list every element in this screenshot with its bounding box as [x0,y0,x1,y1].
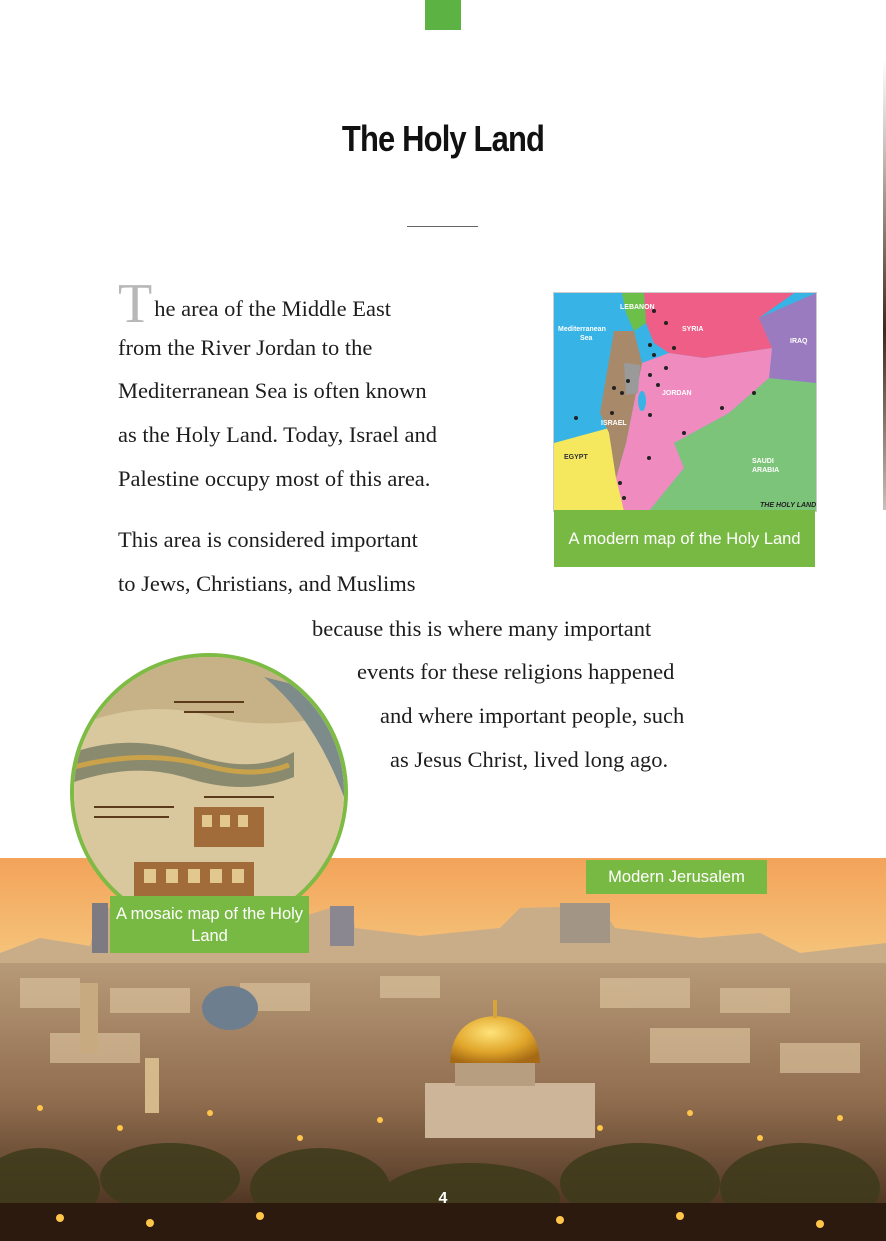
paragraph1-line2: from the River Jordan to the [118,335,373,360]
title-divider [407,226,478,227]
drop-cap: T [118,273,153,335]
paragraph1-line3: Mediterranean Sea is often known [118,378,427,403]
photo-caption: Modern Jerusalem [586,860,767,894]
map-label-iraq: IRAQ [790,338,808,345]
page-title: The Holy Land [341,118,545,159]
map-label-syria: SYRIA [682,326,704,333]
map-title-label: THE HOLY LAND [760,502,816,509]
page-number: 4 [438,1190,448,1207]
mosaic-map-graphic [74,657,344,927]
paragraph1-line5: Palestine occupy most of this area. [118,466,431,491]
mosaic-map [70,653,348,931]
paragraph1-line1 [118,273,391,335]
map-label-saudi: SAUDI [752,458,774,465]
map-label-israel: ISRAEL [601,420,627,427]
modern-map-graphic [554,293,816,511]
map-caption: A modern map of the Holy Land [554,510,815,567]
map-label-sea-line2: Sea [580,335,593,342]
map-label-arabia: ARABIA [752,467,780,474]
paragraph2-line1: This area is considered important [118,527,418,552]
map-label-jordan: JORDAN [662,390,692,397]
paragraph2-line2: to Jews, Christians, and Muslims [118,571,416,596]
paragraph2-line3: because this is where many important [312,616,652,641]
map-label-sea-line1: Mediterranean [558,326,606,333]
map-label-egypt: EGYPT [564,454,588,461]
paragraph2-line5: and where important people, such [380,703,685,728]
modern-map [553,292,817,512]
map-label-lebanon: LEBANON [620,304,655,311]
paragraph2-line6: as Jesus Christ, lived long ago. [390,747,669,772]
paragraph-text: he area of the Middle East [154,296,391,321]
paragraph1-line4: as the Holy Land. Today, Israel and [118,422,437,447]
mosaic-caption: A mosaic map of the Holy Land [110,896,309,953]
paragraph2-line4: events for these religions happened [357,659,675,684]
page-tab-marker [425,0,461,30]
